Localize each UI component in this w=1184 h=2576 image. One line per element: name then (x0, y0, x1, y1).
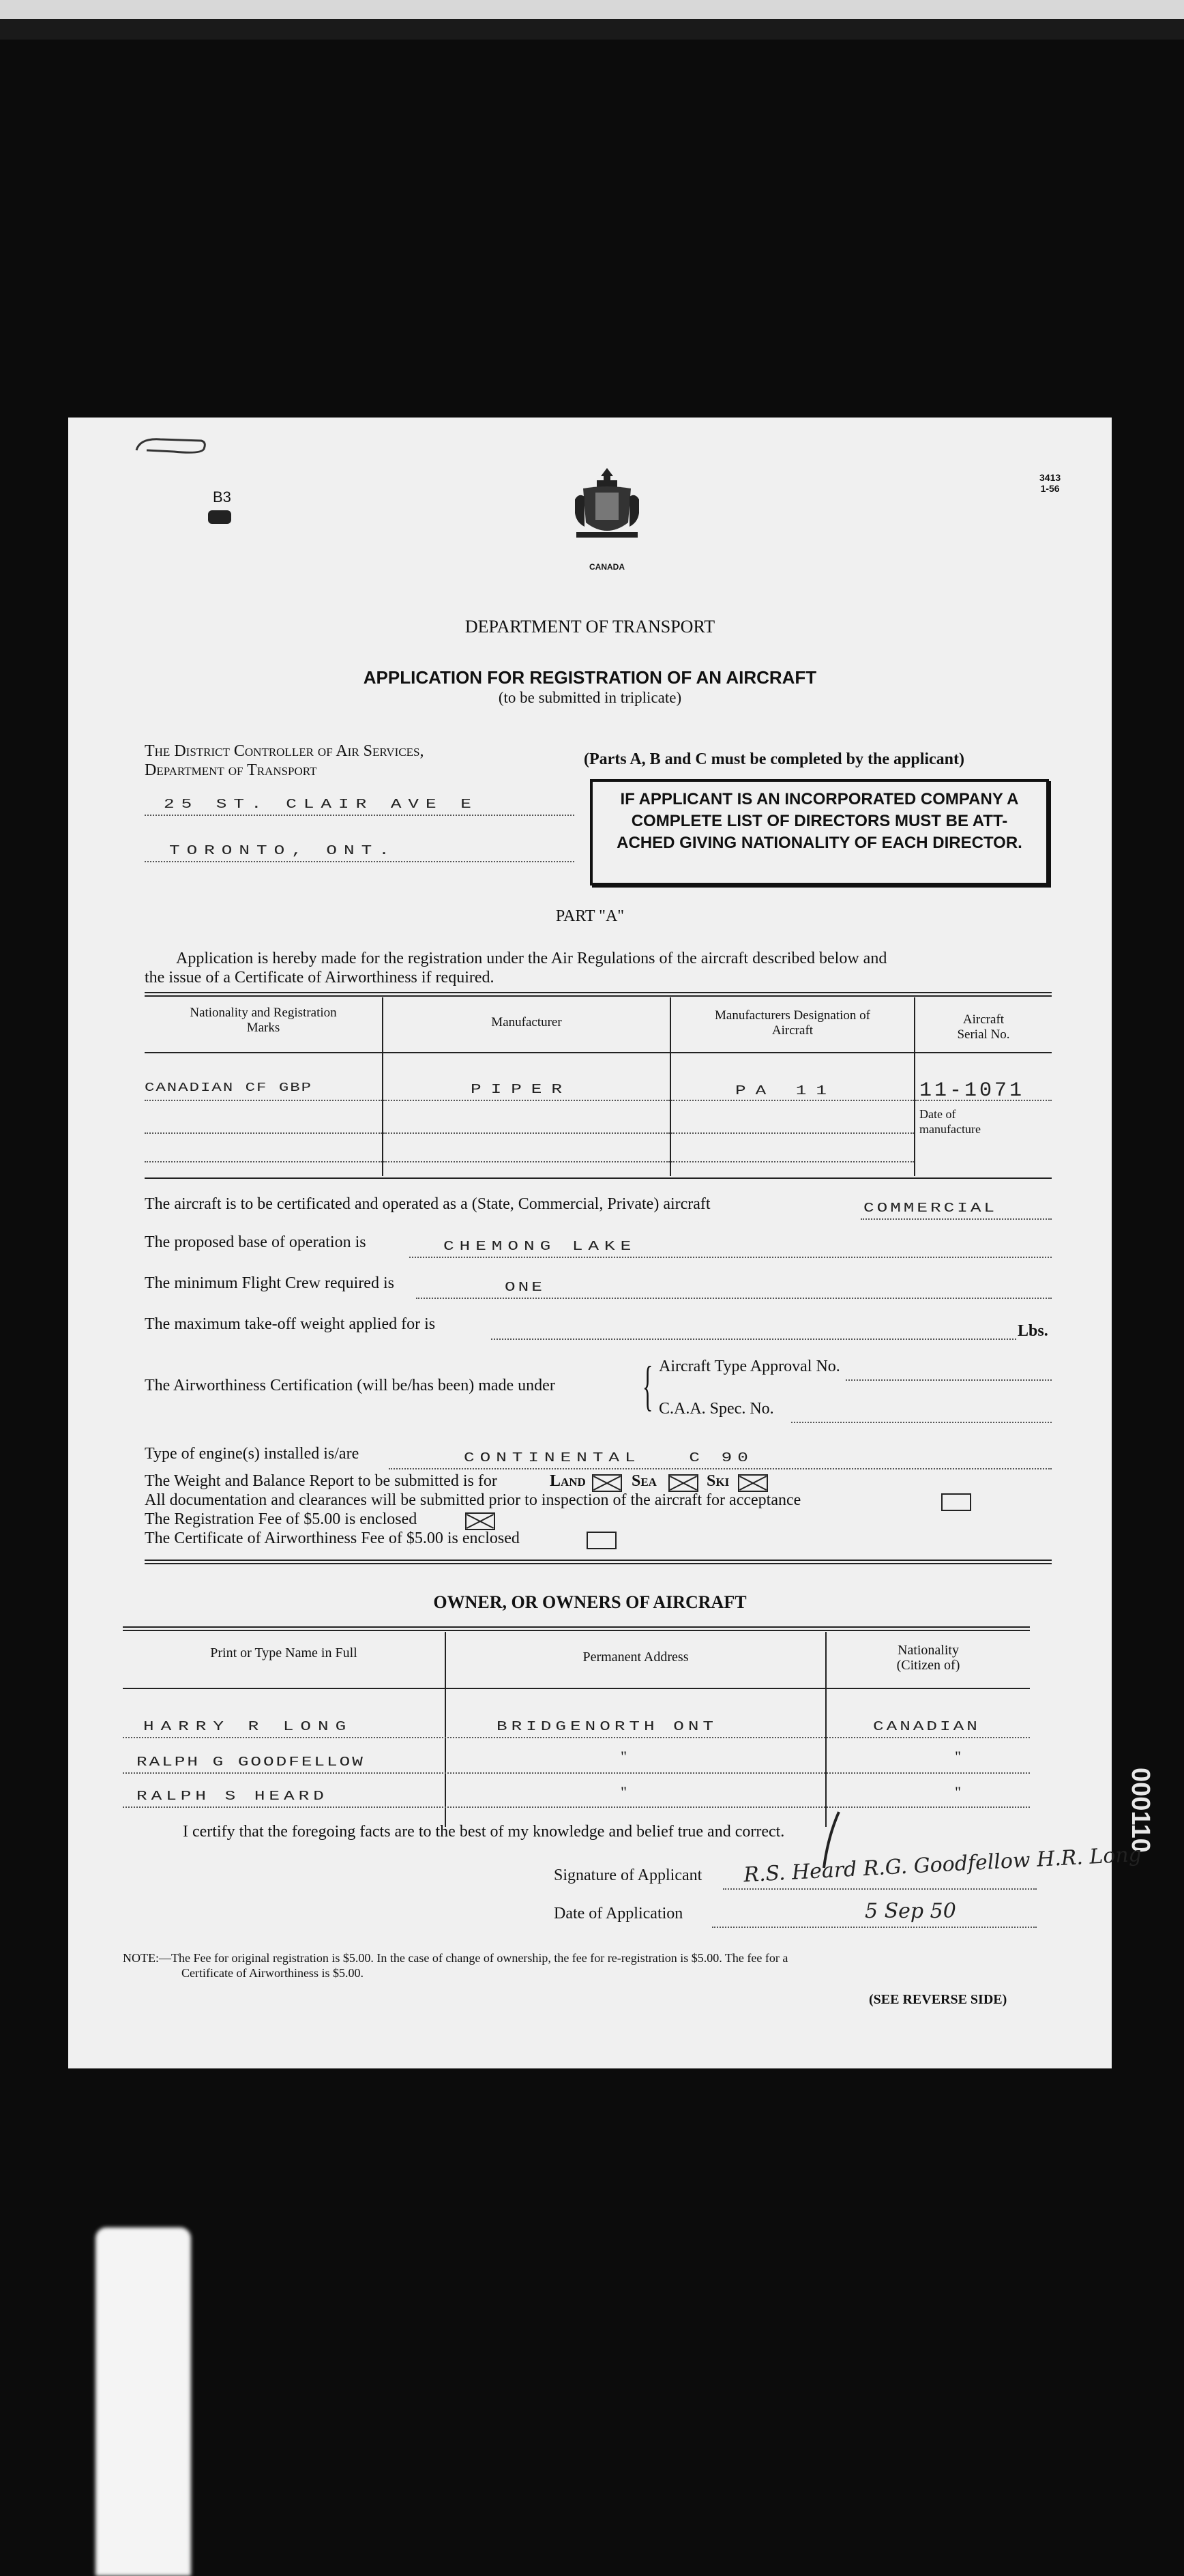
airworthiness-label: The Airworthiness Certification (will be/has been) made under (145, 1377, 555, 1394)
signature-label: Signature of Applicant (554, 1867, 702, 1884)
col-header-serial: Aircraft Serial No. (957, 1012, 1010, 1042)
addressee-line-1: The District Controller of Air Services, (145, 742, 424, 760)
owner-name: RALPH G GOODFELLOW (136, 1754, 365, 1770)
incorporated-company-warning: IF APPLICANT IS AN INCORPORATED COMPANY A COMPLETE LIST OF DIRECTORS MUST BE ATT- ACHED GIVING NATIONALITY OF EACH DIRECTOR. (590, 779, 1049, 886)
crew-value: ONE (505, 1279, 545, 1295)
type-approval-label: Aircraft Type Approval No. (659, 1358, 840, 1375)
addressee-line-2: Department of Transport (145, 761, 317, 779)
signature-stroke (818, 1809, 846, 1871)
owner-nationality: " (955, 1783, 961, 1800)
see-reverse-side: (SEE REVERSE SIDE) (869, 1992, 1007, 2007)
category-value: COMMERCIAL (863, 1200, 998, 1216)
parts-note: (Parts A, B and C must be completed by the applicant) (584, 750, 965, 768)
owner-address: BRIDGENORTH ONT (497, 1718, 718, 1734)
form-subtitle: (to be submitted in triplicate) (498, 689, 682, 706)
corner-mark: B3 (213, 488, 231, 506)
canada-coat-of-arms-icon (569, 465, 645, 550)
owner-address: " (621, 1783, 627, 1800)
col-header-manufacturer: Manufacturer (491, 1015, 562, 1029)
weight-unit: Lbs. (1018, 1322, 1048, 1340)
documentation-label: All documentation and clearances will be submitted prior to inspection of the aircraft for acceptance (145, 1491, 801, 1509)
col-header-designation: Manufacturers Designation of Aircraft (715, 1008, 870, 1038)
ski-checkbox[interactable] (738, 1474, 768, 1492)
applicant-signatures: R.S. Heard R.G. Goodfellow H.R. Long (743, 1842, 1142, 1888)
paper-clip-icon (133, 431, 208, 458)
form-title: APPLICATION FOR REGISTRATION OF AN AIRCRAFT (363, 667, 817, 688)
cert-fee-label: The Certificate of Airworthiness Fee of $5.00 is enclosed (145, 1530, 520, 1547)
crest-label: CANADA (589, 562, 625, 572)
registration-fee-checkbox[interactable] (465, 1512, 495, 1530)
sea-checkbox[interactable] (668, 1474, 698, 1492)
date-of-manufacture-label: Date of manufacture (919, 1107, 981, 1136)
acceptance-checkbox[interactable] (941, 1493, 971, 1511)
date-label: Date of Application (554, 1905, 683, 1922)
cert-fee-checkbox[interactable] (587, 1532, 617, 1549)
weight-label: The maximum take-off weight applied for is (145, 1315, 436, 1333)
owner-nationality: " (955, 1748, 961, 1765)
owner-name: RALPH S HEARD (136, 1788, 328, 1804)
part-a-heading: PART "A" (555, 907, 625, 925)
weight-balance-label: The Weight and Balance Report to be submitted is for (145, 1472, 497, 1490)
engine-value: CONTINENTAL C 90 (464, 1450, 754, 1465)
film-top-edge (0, 0, 1184, 40)
intro-line-2: the issue of a Certificate of Airworthiness if required. (145, 969, 494, 986)
land-checkbox[interactable] (592, 1474, 622, 1492)
intro-line-1: Application is hereby made for the registration under the Air Regulations of the aircraft described below and (176, 950, 887, 967)
base-label: The proposed base of operation is (145, 1233, 366, 1251)
crew-label: The minimum Flight Crew required is (145, 1274, 394, 1292)
caa-spec-label: C.A.A. Spec. No. (659, 1400, 774, 1418)
film-frame-number: 000110 (1126, 1768, 1155, 1853)
col-header-address: Permanent Address (582, 1650, 689, 1665)
form-number: 3413 1-56 (1039, 472, 1061, 494)
base-value: CHEMONG LAKE (443, 1238, 637, 1254)
owner-nationality: CANADIAN (873, 1718, 980, 1734)
land-label: Land (550, 1472, 586, 1490)
col-header-owner-nationality: Nationality (Citizen of) (896, 1643, 960, 1673)
registration-fee-label: The Registration Fee of $5.00 is enclosed (145, 1510, 417, 1528)
cell-designation: PA 11 (735, 1083, 837, 1098)
category-label: The aircraft is to be certificated and operated as a (State, Commercial, Private) aircraft (145, 1195, 711, 1213)
sea-label: Sea (632, 1472, 657, 1490)
owner-name: HARRY R LONG (143, 1718, 353, 1734)
address-line-1: 25 ST. CLAIR AVE E (164, 796, 478, 812)
owner-address: " (621, 1748, 627, 1765)
cell-serial: 11-1071 (919, 1079, 1025, 1102)
ink-blot (208, 510, 231, 524)
cell-manufacturer: PIPER (471, 1081, 572, 1097)
col-header-name: Print or Type Name in Full (210, 1645, 357, 1660)
address-line-2: TORONTO, ONT. (169, 843, 396, 858)
fee-note-line-2: Certificate of Airworthiness is $5.00. (181, 1966, 364, 1980)
cell-nationality: CANADIAN CF GBP (145, 1081, 313, 1095)
certification-statement: I certify that the foregoing facts are to the best of my knowledge and belief true and correct. (183, 1823, 785, 1841)
fee-note-line-1: NOTE:—The Fee for original registration is $5.00. In the case of change of ownership, the fee for re-registration is $5.00. The fee for a (123, 1951, 788, 1965)
col-header-nationality: Nationality and Registration Marks (190, 1006, 337, 1035)
film-light-leak (95, 2227, 191, 2576)
engine-label: Type of engine(s) installed is/are (145, 1445, 359, 1463)
department-heading: DEPARTMENT OF TRANSPORT (464, 617, 715, 636)
owners-heading: OWNER, OR OWNERS OF AIRCRAFT (433, 1592, 747, 1612)
date-of-application: 5 Sep 50 (865, 1899, 956, 1923)
ski-label: Ski (707, 1472, 730, 1490)
brace-icon: { (642, 1356, 653, 1416)
